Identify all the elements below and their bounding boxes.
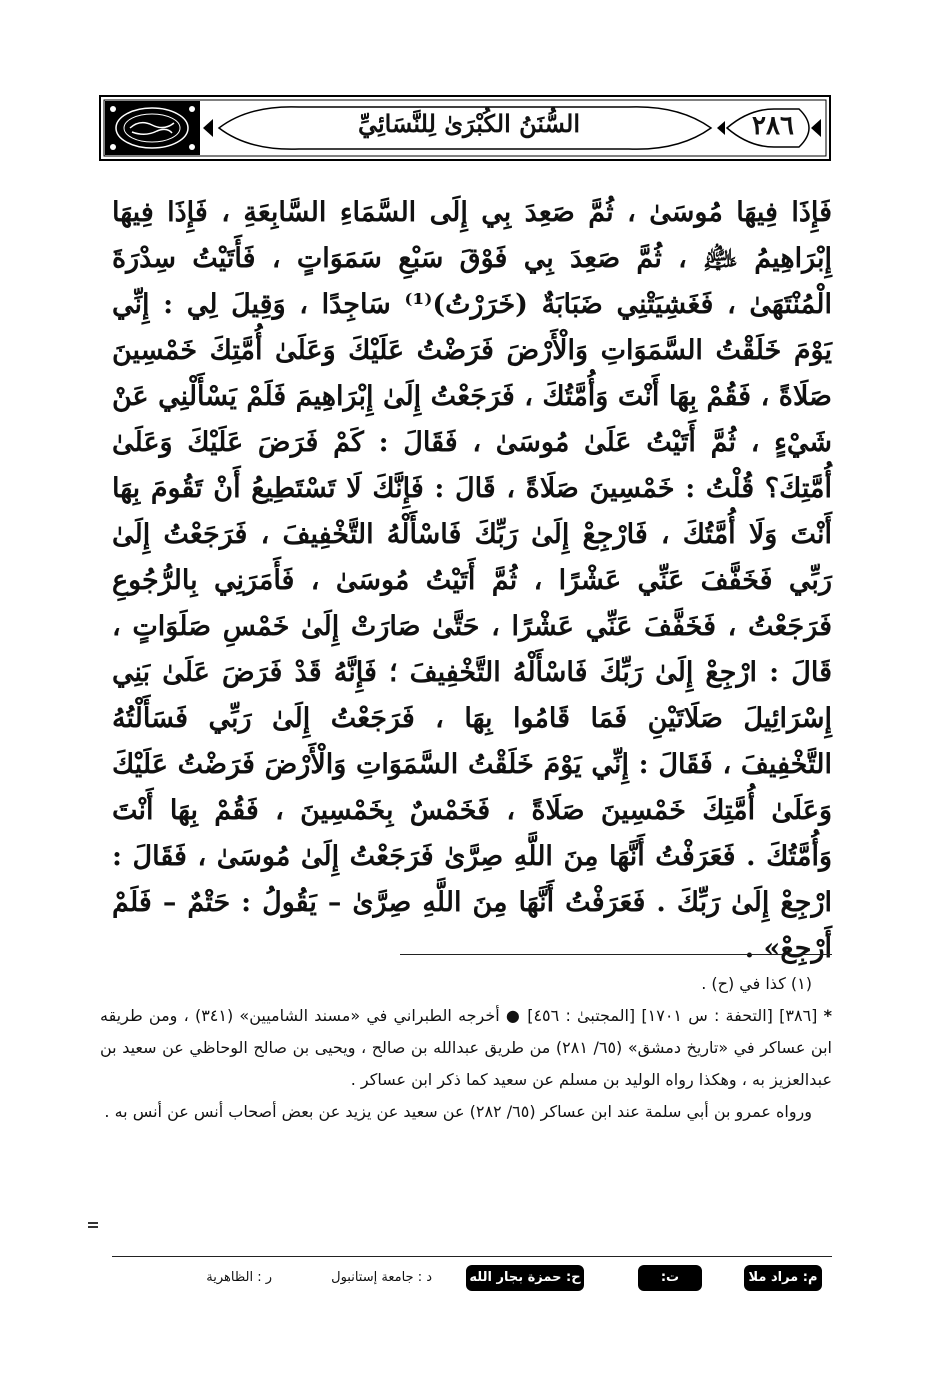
additional-note: ورواه عمرو بن أبي سلمة عند ابن عساكر (٦٥/ ٢٨٢) عن سعيد عن يزيد عن بعض أصحاب أنس عن أنس به .: [104, 1102, 812, 1121]
main-paragraph: فَإِذَا فِيهَا مُوسَىٰ ، ثُمَّ صَعِدَ بِي إِلَى السَّمَاءِ السَّابِعَةِ ، فَإِذَا فِيهَا إِبْرَاهِيمُ ﵇ ، ثُمَّ صَعِدَ بِي فَوْقَ سَبْعِ سَمَوَاتٍ ، فَأَتَيْتُ سِدْرَةَ الْمُنْتَهَىٰ ، فَغَشِيَتْنِي ضَبَابَةٌ (خَرَرْتُ)⁽¹⁾ سَاجِدًا ، وَقِيلَ لِي : إِنِّي يَوْمَ خَلَقْتُ السَّمَوَاتِ وَالْأَرْضَ فَرَضْتُ عَلَيْكَ وَعَلَىٰ أُمَّتِكَ خَمْسِينَ صَلَاةً ، فَقُمْ بِهَا أَنْتَ وَأُمَّتُكَ ، فَرَجَعْتُ إِلَىٰ إِبْرَاهِيمَ فَلَمْ يَسْأَلْنِي عَنْ شَيْءٍ ، ثُمَّ أَتَيْتُ عَلَىٰ مُوسَىٰ ، فَقَالَ : كَمْ فَرَضَ عَلَيْكَ وَعَلَىٰ أُمَّتِكَ؟ قُلْتُ : خَمْسِينَ صَلَاةً ، قَالَ : فَإِنَّكَ لَا تَسْتَطِيعُ أَنْ تَقُومَ بِهَا أَنْتَ وَلَا أُمَّتُكَ ، فَارْجِعْ إِلَىٰ رَبِّكَ فَاسْأَلْهُ التَّخْفِيفَ ، فَرَجَعْتُ إِلَىٰ رَبِّي فَخَفَّفَ عَنِّي عَشْرًا ، ثُمَّ أَتَيْتُ مُوسَىٰ ، فَأَمَرَنِي بِالرُّجُوعِ فَرَجَعْتُ ، فَخَفَّفَ عَنِّي عَشْرًا ، حَتَّىٰ صَارَتْ إِلَىٰ خَمْسِ صَلَوَاتٍ ، قَالَ : ارْجِعْ إِلَىٰ رَبِّكَ فَاسْأَلْهُ التَّخْفِيفَ ؛ فَإِنَّهُ قَدْ فَرَضَ عَلَىٰ بَنِي إِسْرَائِيلَ صَلَاتَيْنِ فَمَا قَامُوا بِهَا ، فَرَجَعْتُ إِلَىٰ رَبِّي فَسَأَلْتُهُ التَّخْفِيفَ ، فَقَالَ : إِنِّي يَوْمَ خَلَقْتُ السَّمَوَاتِ وَالْأَرْضَ فَرَضْتُ عَلَيْكَ وَعَلَىٰ أُمَّتِكَ خَمْسِينَ صَلَاةً ، فَخَمْسٌ بِخَمْسِينَ ، فَقُمْ بِهَا أَنْتَ وَأُمَّتُكَ . فَعَرَفْتُ أَنَّهَا مِنَ اللَّهِ صِرَّىٰ فَرَجَعْتُ إِلَىٰ مُوسَىٰ ، فَقَالَ : ارْجِعْ إِلَىٰ رَبِّكَ . فَعَرَفْتُ أَنَّهَا مِنَ اللَّهِ صِرَّىٰ – يَقُولُ : حَتْمٌ – فَلَمْ أَرْجِعْ» .: [112, 197, 832, 964]
publisher-seal-logo: [105, 101, 200, 155]
footer-rule: [112, 1256, 832, 1257]
page-header: [99, 95, 831, 161]
source-note: [100, 1000, 832, 1096]
manuscript-badge-h: ح: حمزة بجار الله: [466, 1265, 584, 1291]
manuscript-d: د : جامعة إستانبول: [331, 1270, 432, 1285]
manuscript-badge-m: م: مراد ملا: [744, 1265, 822, 1291]
book-title: السُّنَنُ الكُبْرَىٰ لِلنَّسَائِيِّ: [357, 109, 581, 138]
margin-mark: [88, 1222, 98, 1224]
source-marker: *: [823, 1006, 833, 1025]
manuscript-legend: [112, 1262, 832, 1311]
page-number: ٢٨٦: [752, 111, 794, 141]
footnotes-block: [100, 968, 832, 1128]
manuscript-r: ر : الظاهرية: [206, 1270, 272, 1285]
footnote-1: (١) كذا في (ح) .: [701, 974, 812, 993]
source-text: [٣٨٦] [التحفة : س ١٧٠١] [المجتبىٰ : ٤٥٦] ● أخرجه الطبراني في «مسند الشاميين» (٣٤١) ، ومن طريقه ابن عساكر في «تاريخ دمشق» (٦٥/ ٢٨١) من طريق عبدالله بن صالح ، ويحيى بن صالح الوحاظي عن سعيد بن عبدالعزيز به ، وهكذا رواه الوليد بن مسلم عن سعيد كما ذكر ابن عساكر .: [100, 1006, 833, 1089]
margin-mark: [88, 1226, 98, 1228]
manuscript-badge-t: ت: تطوان: [638, 1265, 702, 1291]
footnote-separator: [400, 954, 832, 955]
main-text-block: [112, 190, 832, 972]
